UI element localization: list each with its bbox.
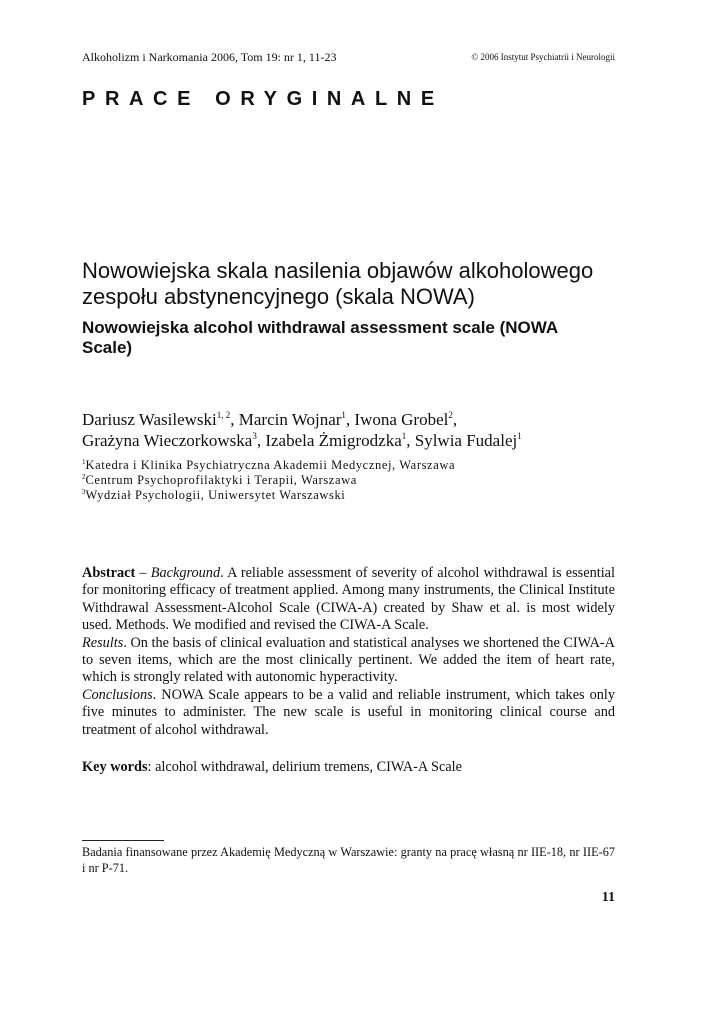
conclusions-text: . NOWA Scale appears to be a valid and reliable instrument, which takes only five minutes to administer. The new scale is useful in monitoring clinical course and treatment of alcohol withdrawal. <box>82 686 615 738</box>
author-affiliation-mark: 1 <box>401 431 407 441</box>
copyright-notice: © 2006 Instytut Psychiatrii i Neurologii <box>471 52 615 62</box>
page-number: 11 <box>601 890 615 905</box>
author-name: Iwona Grobel <box>354 410 449 429</box>
author-affiliation-mark: 2 <box>448 410 453 420</box>
title-english: Nowowiejska alcohol withdrawal assessment scale (NOWA Scale) <box>82 318 558 357</box>
running-head <box>82 50 615 66</box>
affiliation-text: Katedra i Klinika Psychiatryczna Akademii Medycznej, Warszawa <box>85 458 456 472</box>
author-name: Marcin Wojnar <box>238 410 342 429</box>
author-affiliation-mark: 3 <box>252 431 257 441</box>
author-name: Sylwia Fudalej <box>414 431 518 450</box>
author <box>82 431 265 450</box>
footnote-divider <box>82 840 164 841</box>
affiliation-number: 1 <box>82 458 86 466</box>
author-name: Grażyna Wieczorkowska <box>82 431 253 450</box>
author-affiliation-mark: 1, 2 <box>216 410 231 420</box>
author-name: Izabela Żmigrodzka <box>265 431 402 450</box>
author-affiliation-mark: 1 <box>517 431 522 441</box>
conclusions-label: Conclusions <box>82 686 153 703</box>
affiliation-number: 2 <box>82 473 86 481</box>
author-list <box>82 409 622 451</box>
affiliation-list <box>82 458 622 503</box>
affiliation <box>82 473 622 488</box>
affiliation-number: 3 <box>82 488 86 496</box>
affiliation-text: Centrum Psychoprofilaktyki i Terapii, Warszawa <box>85 473 357 487</box>
author-separator: , <box>345 410 355 429</box>
keywords-label: Key words <box>82 759 148 775</box>
author-separator: , <box>230 410 239 429</box>
abstract-dash: – <box>135 565 151 581</box>
author <box>415 431 522 450</box>
affiliation-text: Wydział Psychologii, Uniwersytet Warszawski <box>85 488 346 502</box>
journal-citation: Alkoholizm i Narkomania 2006, Tom 19: nr 1, 11-23 <box>82 50 337 64</box>
author <box>265 431 414 450</box>
affiliation <box>82 488 622 503</box>
affiliation <box>82 458 622 473</box>
funding-footnote: Badania finansowane przez Akademię Medyczną w Warszawie: granty na pracę własną nr IIE-18, nr IIE-67 i nr P-71. <box>82 845 615 875</box>
author-separator: , <box>452 410 458 429</box>
title-polish: Nowowiejska skala nasilenia objawów alkoholowego zespołu abstynencyjnego (skala NOWA) <box>82 258 594 309</box>
background-label: Background <box>150 565 221 581</box>
keywords-text: : alcohol withdrawal, delirium tremens, CIWA-A Scale <box>147 759 462 775</box>
keywords <box>82 759 615 776</box>
results-label: Results <box>82 634 124 651</box>
author <box>82 410 239 429</box>
abstract-results-paragraph <box>82 635 615 687</box>
author-affiliation-mark: 1 <box>341 410 346 420</box>
section-label: PRACE ORYGINALNE <box>82 88 444 110</box>
abstract-label: Abstract <box>82 565 136 581</box>
author <box>239 410 355 429</box>
author-name: Dariusz Wasilewski <box>82 410 217 429</box>
author-separator: , <box>406 431 415 450</box>
results-text: . On the basis of clinical evaluation and statistical analyses we shortened the CIWA-A to seven items, which are the most clinically pertinent. We added the item of heart rate, which is strongly related with autonomic hyperactivity. <box>82 634 615 686</box>
abstract-background-paragraph <box>82 565 615 635</box>
abstract-conclusions-paragraph <box>82 687 615 739</box>
abstract <box>82 565 615 739</box>
author <box>354 410 457 429</box>
background-text: . A reliable assessment of severity of alcohol withdrawal is essential for monitoring efficacy of treatment applied. Among many instruments, the Clinical Institute Withdrawal Assessment-Alcohol Scale (CIWA-A) created by Shaw et al. is most widely used. Methods. We modified and revised the CIWA-A Scale. <box>82 565 616 634</box>
author-separator: , <box>256 431 266 450</box>
